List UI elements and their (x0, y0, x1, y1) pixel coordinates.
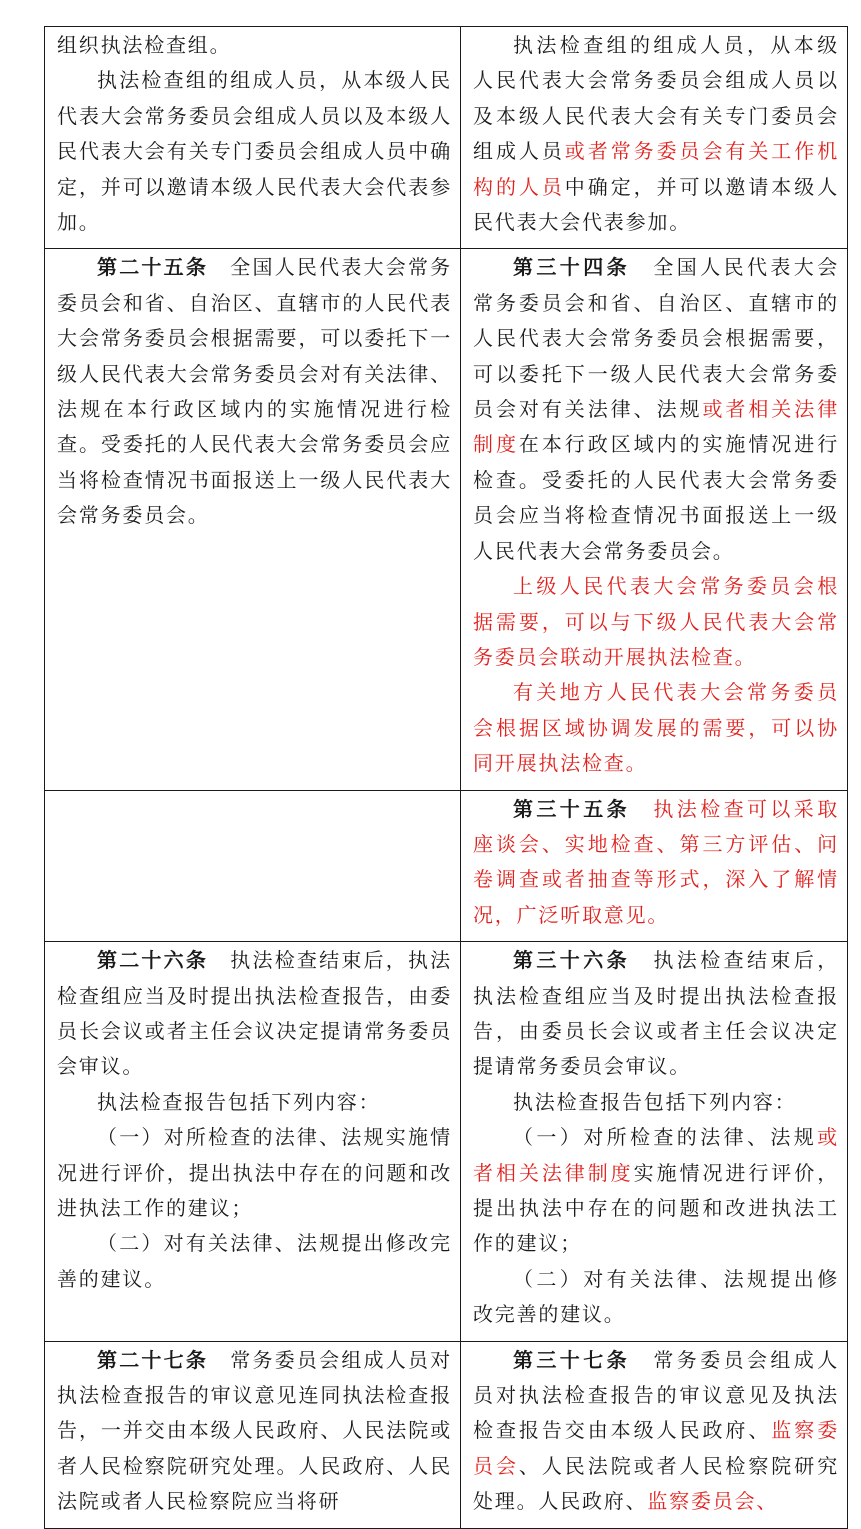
article-paragraph (57, 63, 452, 240)
article-paragraph (57, 1343, 452, 1520)
paragraph-text: 执法检查结束后，执法检查组应当及时提出执法检查报告，由委员长会议或者主任会议决定提请常务委员会审议。 (57, 948, 452, 1079)
article-paragraph (473, 28, 839, 240)
paragraph-text: 常务委员会组成人员对执法检查报告的审议意见连同执法检查报告，一并交由本级人民政府、人民法院或者人民检察院研究处理。人民政府、人民法院或者人民检察院应当将研 (57, 1347, 452, 1514)
paragraph-text: （一）对所检查的法律、法规 (513, 1125, 818, 1150)
article-paragraph (473, 675, 839, 781)
article-number: 第三十四条 (513, 255, 630, 280)
new-version-cell (461, 249, 848, 790)
paragraph-text: 执法检查组的组成人员，从本级人民代表大会常务委员会组成人员以及本级人民代表大会有关专门委员会组成人员中确定，并可以邀请本级人民代表大会代表参加。 (57, 68, 452, 235)
article-paragraph (473, 792, 839, 934)
article-paragraph (473, 1120, 839, 1262)
new-version-cell (461, 27, 848, 249)
article-number: 第三十七条 (513, 1347, 630, 1372)
paragraph-text: （二）对有关法律、法规提出修改完善的建议。 (57, 1231, 452, 1291)
article-paragraph (57, 250, 452, 533)
paragraph-text: 执法检查报告包括下列内容： (97, 1089, 381, 1114)
article-paragraph (57, 1085, 452, 1120)
comparison-table-body (45, 27, 848, 1529)
new-version-cell (461, 790, 848, 942)
amended-text: 或者相关法律制度 (473, 1125, 839, 1185)
amended-text: 或者相关法律制度 (473, 397, 839, 457)
article-paragraph (473, 943, 839, 1085)
article-number: 第三十五条 (513, 796, 630, 821)
amended-text: 执法检查可以采取座谈会、实地检查、第三方评估、问卷调查或者抽查等形式，深入了解情况，广泛听取意见。 (473, 796, 839, 927)
law-comparison-table (44, 26, 848, 1529)
article-number: 第二十五条 (97, 255, 209, 280)
article-paragraph (57, 28, 452, 63)
comparison-row (45, 27, 848, 249)
paragraph-text: 常务委员会组成人员对执法检查报告的审议意见及执法检查报告交由本级人民政府、 (473, 1347, 839, 1443)
old-version-cell (45, 1341, 461, 1528)
amended-text: 监察委员会 (473, 1418, 839, 1478)
paragraph-text: （二）对有关法律、法规提出修改完善的建议。 (473, 1266, 839, 1327)
comparison-row (45, 790, 848, 942)
paragraph-text: 组织执法检查组。 (57, 33, 232, 57)
amended-text: 上级人民代表大会常务委员会根据需要，可以与下级人民代表大会常务委员会联动开展执法检查。 (473, 574, 839, 669)
article-paragraph (473, 250, 839, 569)
amended-text: 有关地方人民代表大会常务委员会根据区域协调发展的需要，可以协同开展执法检查。 (473, 680, 839, 776)
article-number: 第三十六条 (513, 948, 630, 973)
paragraph-text: 中确定，并可以邀请本级人民代表大会代表参加。 (473, 174, 840, 235)
article-paragraph (57, 1120, 452, 1226)
paragraph-text: 执法检查报告包括下列内容： (513, 1089, 797, 1114)
old-version-cell (45, 249, 461, 790)
article-paragraph (57, 1226, 452, 1297)
amended-text: 或者常务委员会有关工作机构的人员 (473, 139, 840, 199)
paragraph-text (630, 797, 653, 821)
article-paragraph (473, 569, 839, 675)
paragraph-text: 全国人民代表大会常务委员会和省、自治区、直辖市的人民代表大会常务委员会根据需要，可以委托下一级人民代表大会常务委员会对有关法律、法规在本行政区域内的实施情况进行检查。受委托的人民代表大会常务委员会应当将检查情况书面报送上一级人民代表大会常务委员会。 (57, 255, 452, 528)
new-version-cell (461, 1341, 848, 1528)
paragraph-text: （一）对所检查的法律、法规实施情况进行评价，提出执法中存在的问题和改进执法工作的建议； (57, 1125, 452, 1220)
comparison-row (45, 1341, 848, 1528)
paragraph-text: 实施情况进行评价，提出执法中存在的问题和改进执法工作的建议； (473, 1160, 839, 1256)
old-version-cell (45, 790, 461, 942)
paragraph-text: 在本行政区域内的实施情况进行检查。受委托的人民代表大会常务委员会应当将检查情况书面报送上一级人民代表大会常务委员会。 (473, 432, 840, 563)
article-paragraph (473, 1085, 839, 1120)
paragraph-text: 执法检查组的组成人员，从本级人民代表大会常务委员会组成人员以及本级人民代表大会有关专门委员会组成人员 (473, 33, 839, 164)
paragraph-text: 全国人民代表大会常务委员会和省、自治区、直辖市的人民代表大会常务委员会根据需要，可以委托下一级人民代表大会常务委员会对有关法律、法规 (473, 255, 839, 422)
amended-text: 监察委员会、 (647, 1489, 779, 1514)
old-version-cell (45, 27, 461, 249)
article-paragraph (473, 1262, 839, 1333)
paragraph-text: 执法检查结束后，执法检查组应当及时提出执法检查报告，由委员长会议或者主任会议决定提请常务委员会审议。 (473, 948, 839, 1079)
comparison-row (45, 942, 848, 1341)
article-number: 第二十七条 (97, 1347, 209, 1372)
article-paragraph (473, 1343, 839, 1520)
paragraph-text: 、人民法院或者人民检察院研究处理。人民政府、 (473, 1453, 840, 1514)
comparison-row (45, 249, 848, 790)
article-number: 第二十六条 (97, 948, 209, 973)
old-version-cell (45, 942, 461, 1341)
new-version-cell (461, 942, 848, 1341)
article-paragraph (57, 943, 452, 1085)
